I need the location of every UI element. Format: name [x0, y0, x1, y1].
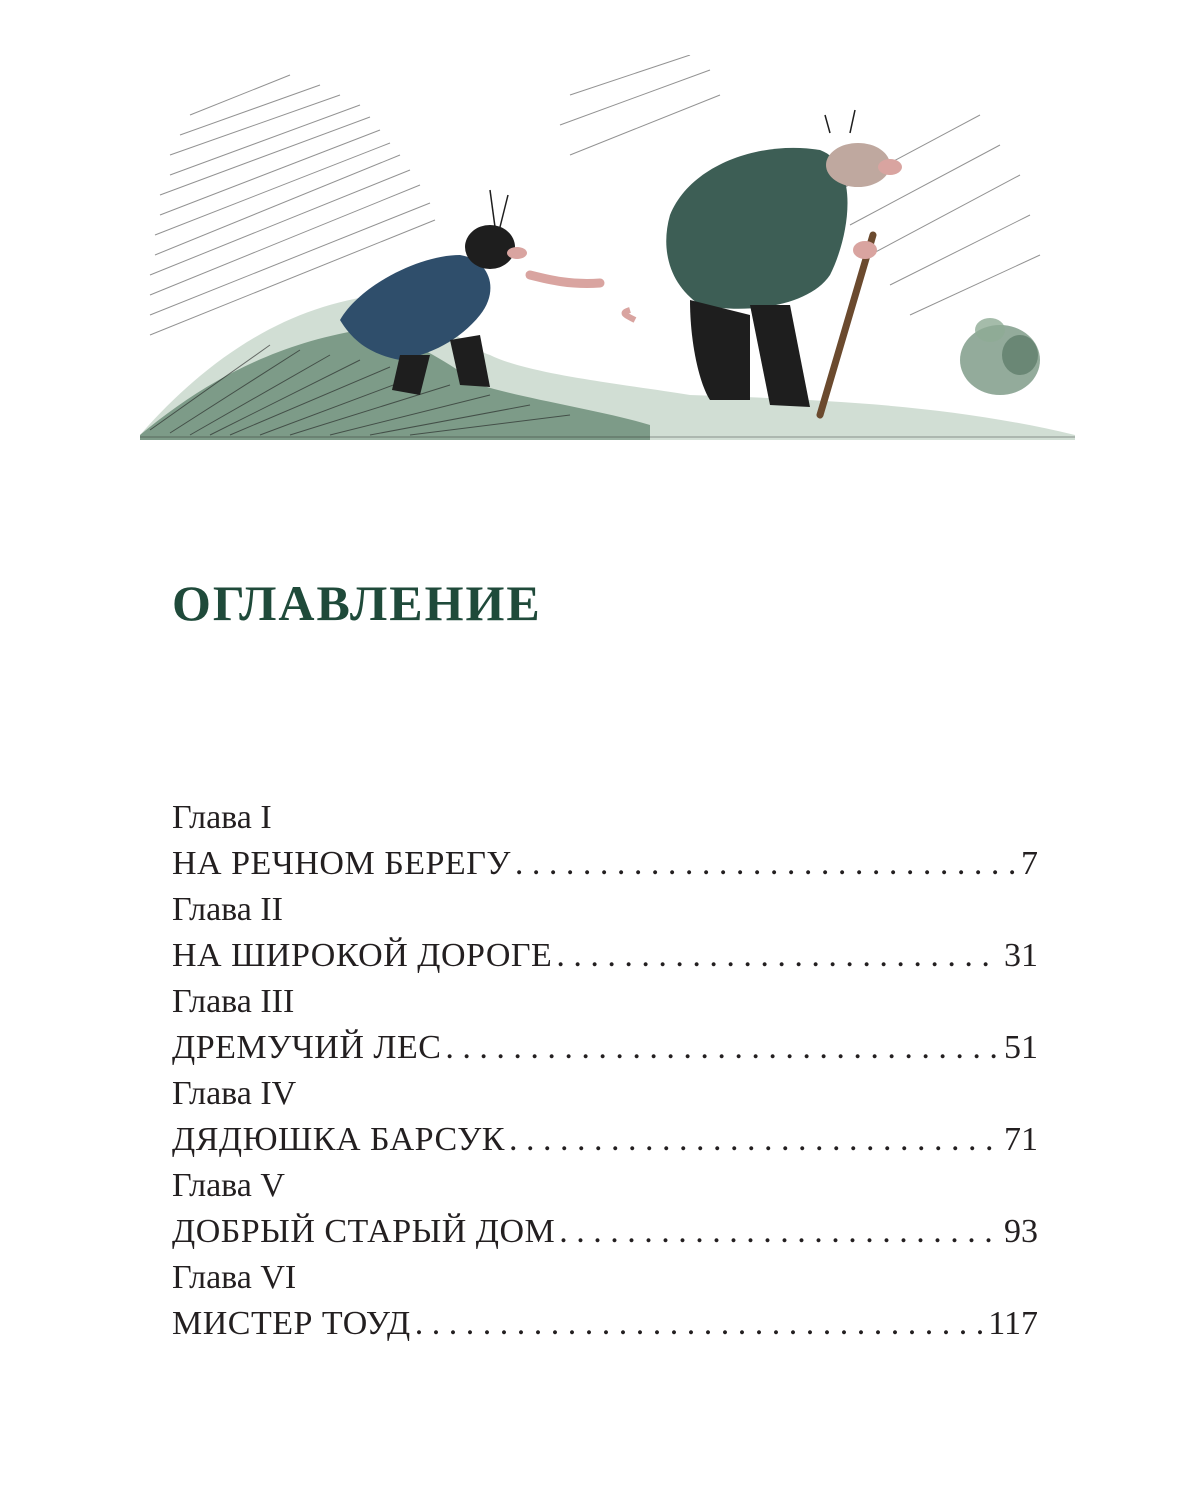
- chapter-title: НА ШИРОКОЙ ДОРОГЕ: [172, 937, 553, 974]
- chapter-title: ДОБРЫЙ СТАРЫЙ ДОМ: [172, 1213, 556, 1250]
- page-number: 71: [1004, 1121, 1038, 1158]
- grass-ground: [140, 295, 1075, 440]
- dot-leader: [415, 1301, 983, 1347]
- page-number: 7: [1021, 845, 1038, 882]
- toc-list: [172, 795, 1038, 1347]
- bush: [960, 318, 1040, 395]
- chapter-line[interactable]: [172, 1209, 1038, 1255]
- toc-entry: [172, 887, 1038, 979]
- chapter-line[interactable]: [172, 841, 1038, 887]
- chapter-line[interactable]: [172, 1301, 1038, 1347]
- mole-and-rat-illustration: [130, 55, 1090, 475]
- toc-heading: ОГЛАВЛЕНИЕ: [172, 575, 542, 631]
- toc-entry: [172, 795, 1038, 887]
- chapter-title: МИСТЕР ТОУД: [172, 1305, 411, 1342]
- chapter-line[interactable]: [172, 1025, 1038, 1071]
- toc-entry: [172, 1071, 1038, 1163]
- chapter-label: Глава V: [172, 1167, 285, 1204]
- dot-leader: [559, 1209, 998, 1255]
- chapter-title: ДЯДЮШКА БАРСУК: [172, 1121, 505, 1158]
- dot-leader: [445, 1025, 998, 1071]
- toc-entry: [172, 1255, 1038, 1347]
- chapter-label: Глава III: [172, 983, 295, 1020]
- chapter-line[interactable]: [172, 1117, 1038, 1163]
- page-number: 51: [1004, 1029, 1038, 1066]
- page-number: 31: [1004, 937, 1038, 974]
- page-number: 117: [988, 1305, 1038, 1342]
- toc-entry: [172, 1163, 1038, 1255]
- rat-figure: [625, 110, 902, 415]
- chapter-label: Глава IV: [172, 1075, 297, 1112]
- chapter-label: Глава I: [172, 799, 272, 836]
- chapter-label: Глава VI: [172, 1259, 297, 1296]
- wind-hatching: [150, 55, 1040, 335]
- chapter-label: Глава II: [172, 891, 283, 928]
- dot-leader: [556, 933, 998, 979]
- page-number: 93: [1004, 1213, 1038, 1250]
- dot-leader: [509, 1117, 998, 1163]
- dot-leader: [515, 841, 1015, 887]
- chapter-line[interactable]: [172, 933, 1038, 979]
- chapter-title: НА РЕЧНОМ БЕРЕГУ: [172, 845, 511, 882]
- chapter-title: ДРЕМУЧИЙ ЛЕС: [172, 1029, 442, 1066]
- toc-entry: [172, 979, 1038, 1071]
